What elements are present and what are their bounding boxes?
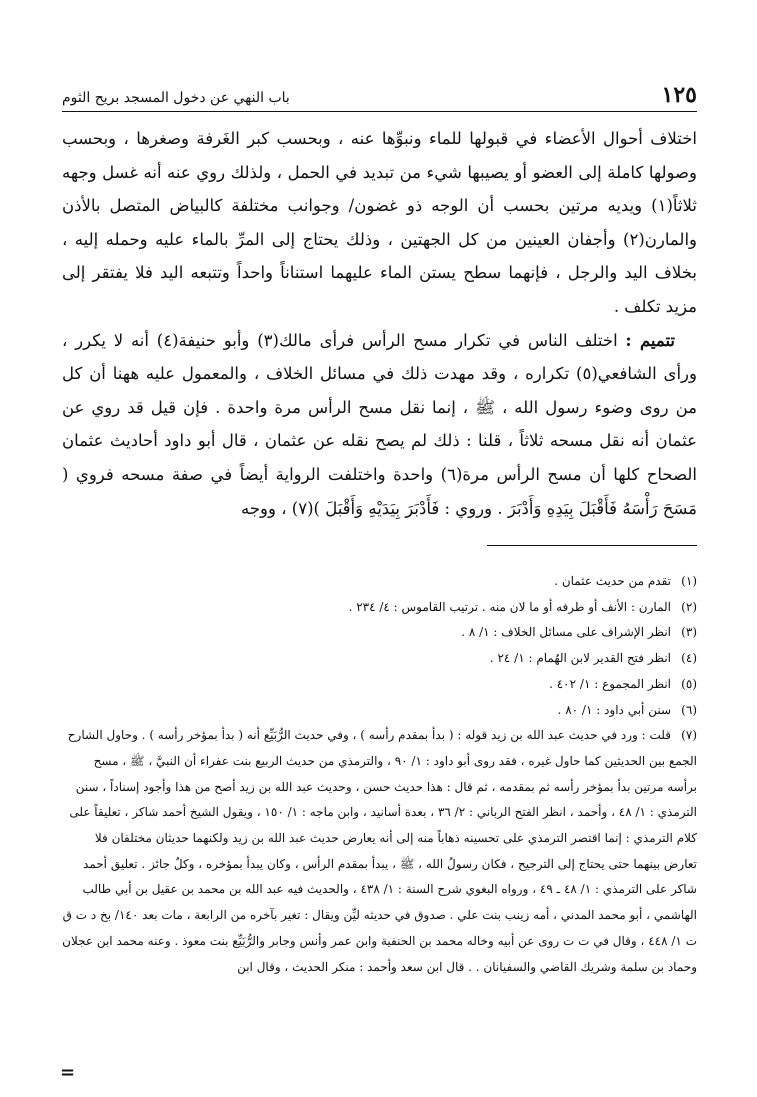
main-text <box>62 122 697 525</box>
footnote-4 <box>62 646 697 672</box>
footnote-6 <box>62 698 697 724</box>
footnote-number: (٥) <box>681 676 697 691</box>
page-header <box>62 78 697 112</box>
footnote-text: قلت : ورد في حديث عبد الله بن زيد قوله : ( بدأ بمقدم رأسه ) ، وفي حديث الرُّبَيِّع أنه ( بدأ بمؤخر رأسه ) . وحاول الشارح الجمع بين الحديثين كما حاول غيره ، فقد روى أبو داود : ١/ ٩٠ ، والترمذي من حديث الربيع بنت عفراء أن النبيَّ ، ﷺ ، مسح برأسه مرتين بدأ بمؤخر رأسه ثم بمقدمه ، ثم قال : هذا حديث حسن ، وحديث عبد الله بن زيد أصح من هذا وأجود إسناداً ، سنن الترمذي : ١/ ٤٨ ، وأحمد ، انظر الفتح الرباني : ٢/ ٣٦ ، بعدة أسانيد ، وابن ماجه : ١/ ١٥٠ ، ويقول الشيخ أحمد شاكر ، تعليقاً على كلام الترمذي : إنما اقتصر الترمذي على تحسينه ذهاباً منه إلى أنه يعارض حديث عبد الله بن زيد ولكنهما حديثان مختلفان فلا تعارض بينهما حتى يحتاج إلى الترجيح ، فكان رسولُ الله ، ﷺ ، يبدأ بمقدم الرأس ، وكان يبدأ بمؤخره ، وكلٌ جائز . تعليق أحمد شاكر على الترمذي : ١/ ٤٨ ـ ٤٩ ، ورواه البغوي شرح السنة : ١/ ٤٣٨ ، والحديث فيه عبد الله بن محمد بن عقيل بن أبي طالب الهاشمي ، أبو محمد المدني ، أمه زينب بنت علي . صدوق في حديثه ليِّن ويقال : تغير بآخره من الرابعة ، مات بعد ١٤٠/ بخ د ت ق ت ١/ ٤٤٨ ، وقال في ت ت روى عن أبيه وخاله محمد بن الحنفية وابن عمر وأنس وجابر والرُّبَيِّع بنت معوذ . وعنه محمد ابن عجلان وحماد بن سلمة وشريك القاضي والسفيانان . . قال ابن سعد وأحمد : منكر الحديث ، وقال ابن <box>62 728 697 974</box>
footnote-1 <box>62 569 697 595</box>
paragraph-label: تتميم : <box>625 330 676 350</box>
footnote-number: (٢) <box>681 599 697 614</box>
running-chapter-title: باب النهي عن دخول المسجد بريح الثوم <box>62 90 290 106</box>
footnote-text: انظر الإشراف على مسائل الخلاف : ١/ ٨ . <box>461 625 671 640</box>
footnote-5 <box>62 672 697 698</box>
page-number: ١٢٥ <box>661 82 697 108</box>
paragraph-2 <box>62 324 697 526</box>
footnote-number: (٦) <box>681 702 697 717</box>
paragraph-1: اختلاف أحوال الأعضاء في قبولها للماء ونبوِّها عنه ، وبحسب كبر الغَرفة وصغرها ، وبحسب وصولها كاملة إلى العضو أو يصيبها شيء من تبديد في الحمل ، ولذلك روي عنه أنه غسل وجهه ثلاثاً(١) ويديه مرتين بحسب أن الوجه ذو غضون/ وجوانب مختلفة كالبياض المتصل بالأذن والمارن(٢) وأجفان العينين من كل الجهتين ، وذلك يحتاج إلى المرِّ بالماء عليه وحمله إليه ، بخلاف اليد والرجل ، فإنهما سطح يستن الماء عليهما استناناً واحداً وتتبعه اليد فلا يفتقر إلى مزيد تكلف . <box>62 129 697 316</box>
footnote-text: المارن : الأنف أو طرفه أو ما لان منه . ترتيب القاموس : ٤/ ٢٣٤ . <box>348 599 671 614</box>
footnote-2 <box>62 595 697 621</box>
footnote-text: تقدم من حديث عثمان . <box>554 574 671 588</box>
footnote-3 <box>62 620 697 646</box>
footnote-number: (٣) <box>681 625 697 640</box>
footnotes <box>62 569 697 980</box>
footnote-number: (٤) <box>681 651 697 666</box>
footnote-separator <box>487 545 697 546</box>
footnote-text: انظر المجموع : ١/ ٤٠٢ . <box>549 676 671 691</box>
footnote-number: (٧) <box>681 728 697 743</box>
continuation-mark: = <box>60 1062 76 1083</box>
paragraph-2-text: اختلف الناس في تكرار مسح الرأس فرأى مالك(٣) وأبو حنيفة(٤) أنه لا يكرر ، ورأى الشافعي(٥) تكراره ، وقد مهدت ذلك في مسائل الخلاف ، والمعمول عليه ههنا أن كل من روى وضوء رسول الله ، ﷺ ، إنما نقل مسح الرأس مرة واحدة . فإن قيل قد روي عن عثمان أنه نقل مسحه ثلاثاً ، قلنا : ذلك لم يصح نقله عن عثمان ، قال أبو داود أحاديث عثمان الصحاح كلها أن مسح الرأس مرة(٦) واحدة واختلفت الرواية أيضاً في صفة مسحه فروي ( مَسَحَ رَأْسَهُ فَأَقْبَلَ بِيَدِهِ وَأَدْبَرَ . وروي : فَأَدْبَرَ بِيَدَيْهِ وَأَقْبَلَ )(٧) ، ووجه <box>62 330 697 518</box>
footnote-7 <box>62 723 697 980</box>
footnote-text: انظر فتح القدير لابن الهُمام : ١/ ٢٤ . <box>489 651 671 666</box>
footnote-number: (١) <box>681 574 697 588</box>
footnote-text: سنن أبي داود : ١/ ٨٠ . <box>557 702 671 717</box>
